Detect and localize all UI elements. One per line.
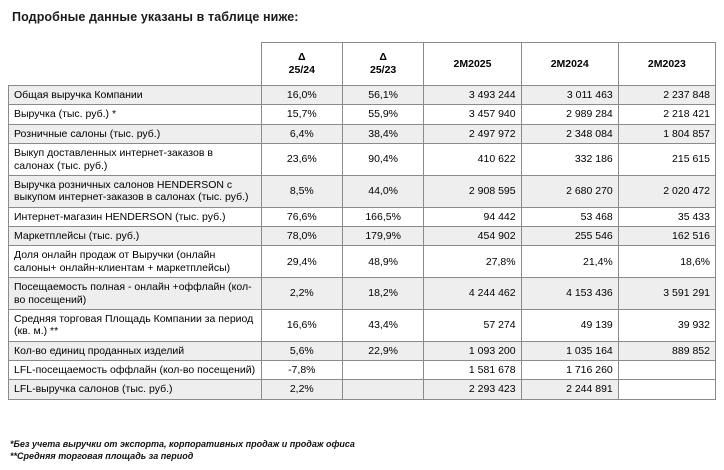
table-row xyxy=(9,361,716,380)
cell-delta-25-23: 44,0% xyxy=(342,175,424,207)
table-body xyxy=(9,86,716,400)
cell-2m2023: 2 218 421 xyxy=(618,105,715,124)
cell-2m2025: 1 581 678 xyxy=(424,361,521,380)
header-cell-delta-25-23 xyxy=(342,43,424,86)
cell-delta-25-24: 15,7% xyxy=(261,105,342,124)
header-cell-delta-25-24 xyxy=(261,43,342,86)
row-label: LFL-посещаемость оффлайн (кол-во посещений) xyxy=(9,361,262,380)
cell-2m2024: 332 186 xyxy=(521,144,618,176)
cell-2m2024: 4 153 436 xyxy=(521,278,618,310)
cell-delta-25-23 xyxy=(342,361,424,380)
cell-2m2025: 2 497 972 xyxy=(424,124,521,143)
table-row xyxy=(9,175,716,207)
table-row xyxy=(9,278,716,310)
row-label: Розничные салоны (тыс. руб.) xyxy=(9,124,262,143)
cell-2m2024: 2 989 284 xyxy=(521,105,618,124)
header-cell-2m2025: 2M2025 xyxy=(424,43,521,86)
table-header xyxy=(9,43,716,86)
cell-delta-25-24: 2,2% xyxy=(261,380,342,399)
cell-2m2025: 410 622 xyxy=(424,144,521,176)
cell-2m2023: 2 020 472 xyxy=(618,175,715,207)
table-row xyxy=(9,86,716,105)
row-label: Выручка розничных салонов HENDERSON с выкупом интернет-заказов в салонах (тыс. руб.) xyxy=(9,175,262,207)
cell-delta-25-24: 8,5% xyxy=(261,175,342,207)
row-label: Кол-во единиц проданных изделий xyxy=(9,341,262,360)
row-label: Доля онлайн продаж от Выручки (онлайн салоны+ онлайн-клиентам + маркетплейсы) xyxy=(9,246,262,278)
cell-delta-25-24: 76,6% xyxy=(261,207,342,226)
cell-delta-25-23: 22,9% xyxy=(342,341,424,360)
cell-delta-25-24: 2,2% xyxy=(261,278,342,310)
cell-delta-25-24: -7,8% xyxy=(261,361,342,380)
cell-delta-25-23: 166,5% xyxy=(342,207,424,226)
table-row xyxy=(9,341,716,360)
cell-2m2023 xyxy=(618,361,715,380)
cell-2m2024: 2 348 084 xyxy=(521,124,618,143)
row-label: Выручка (тыс. руб.) * xyxy=(9,105,262,124)
row-label: Маркетплейсы (тыс. руб.) xyxy=(9,227,262,246)
cell-delta-25-23: 38,4% xyxy=(342,124,424,143)
header-delta-period-1: 25/24 xyxy=(288,64,315,76)
cell-delta-25-24: 29,4% xyxy=(261,246,342,278)
table-row xyxy=(9,207,716,226)
table-row xyxy=(9,227,716,246)
cell-2m2025: 27,8% xyxy=(424,246,521,278)
footnotes xyxy=(10,438,355,462)
cell-2m2025: 454 902 xyxy=(424,227,521,246)
cell-2m2025: 3 457 940 xyxy=(424,105,521,124)
cell-delta-25-24: 23,6% xyxy=(261,144,342,176)
cell-2m2023: 3 591 291 xyxy=(618,278,715,310)
footnote-2: **Средняя торговая площадь за период xyxy=(10,451,194,462)
row-label: Средняя торговая Площадь Компании за период (кв. м.) ** xyxy=(9,309,262,341)
header-delta-symbol-2: Δ xyxy=(379,50,387,63)
cell-delta-25-24: 16,6% xyxy=(261,309,342,341)
table-row xyxy=(9,144,716,176)
cell-2m2023: 889 852 xyxy=(618,341,715,360)
cell-2m2023: 35 433 xyxy=(618,207,715,226)
cell-delta-25-23: 55,9% xyxy=(342,105,424,124)
cell-delta-25-23: 18,2% xyxy=(342,278,424,310)
cell-2m2025: 57 274 xyxy=(424,309,521,341)
cell-delta-25-23: 56,1% xyxy=(342,86,424,105)
cell-2m2024: 1 035 164 xyxy=(521,341,618,360)
cell-delta-25-23: 43,4% xyxy=(342,309,424,341)
cell-2m2023: 39 932 xyxy=(618,309,715,341)
table-header-row xyxy=(9,43,716,86)
cell-2m2025: 3 493 244 xyxy=(424,86,521,105)
cell-2m2023 xyxy=(618,380,715,399)
cell-2m2025: 1 093 200 xyxy=(424,341,521,360)
row-label: Посещаемость полная - онлайн +оффлайн (кол-во посещений) xyxy=(9,278,262,310)
row-label: Выкуп доставленных интернет-заказов в салонах (тыс. руб.) xyxy=(9,144,262,176)
cell-delta-25-24: 5,6% xyxy=(261,341,342,360)
row-label: Общая выручка Компании xyxy=(9,86,262,105)
cell-delta-25-23: 48,9% xyxy=(342,246,424,278)
cell-2m2024: 255 546 xyxy=(521,227,618,246)
cell-delta-25-23: 90,4% xyxy=(342,144,424,176)
metrics-table xyxy=(8,42,716,400)
table-row xyxy=(9,124,716,143)
cell-2m2023: 2 237 848 xyxy=(618,86,715,105)
table-row xyxy=(9,380,716,399)
cell-delta-25-24: 16,0% xyxy=(261,86,342,105)
cell-2m2025: 94 442 xyxy=(424,207,521,226)
cell-2m2023: 162 516 xyxy=(618,227,715,246)
cell-2m2024: 2 680 270 xyxy=(521,175,618,207)
row-label: Интернет-магазин HENDERSON (тыс. руб.) xyxy=(9,207,262,226)
cell-2m2024: 53 468 xyxy=(521,207,618,226)
cell-delta-25-24: 78,0% xyxy=(261,227,342,246)
header-delta-period-2: 25/23 xyxy=(369,64,397,76)
cell-2m2023: 215 615 xyxy=(618,144,715,176)
cell-2m2024: 3 011 463 xyxy=(521,86,618,105)
cell-2m2024: 2 244 891 xyxy=(521,380,618,399)
cell-2m2025: 2 908 595 xyxy=(424,175,521,207)
cell-2m2024: 1 716 260 xyxy=(521,361,618,380)
header-delta-symbol-1: Δ xyxy=(298,50,306,63)
table-row xyxy=(9,105,716,124)
cell-2m2025: 2 293 423 xyxy=(424,380,521,399)
cell-delta-25-23: 179,9% xyxy=(342,227,424,246)
row-label: LFL-выручка салонов (тыс. руб.) xyxy=(9,380,262,399)
cell-2m2024: 49 139 xyxy=(521,309,618,341)
page-title: Подробные данные указаны в таблице ниже: xyxy=(12,10,299,24)
cell-delta-25-23 xyxy=(342,380,424,399)
header-cell-blank xyxy=(9,43,262,86)
cell-delta-25-24: 6,4% xyxy=(261,124,342,143)
cell-2m2024: 21,4% xyxy=(521,246,618,278)
header-cell-2m2024: 2M2024 xyxy=(521,43,618,86)
cell-2m2025: 4 244 462 xyxy=(424,278,521,310)
footnote-1: *Без учета выручки от экспорта, корпоративных продаж и продаж офиса xyxy=(10,439,355,449)
header-cell-2m2023: 2M2023 xyxy=(618,43,715,86)
table-row xyxy=(9,309,716,341)
cell-2m2023: 1 804 857 xyxy=(618,124,715,143)
table-row xyxy=(9,246,716,278)
cell-2m2023: 18,6% xyxy=(618,246,715,278)
